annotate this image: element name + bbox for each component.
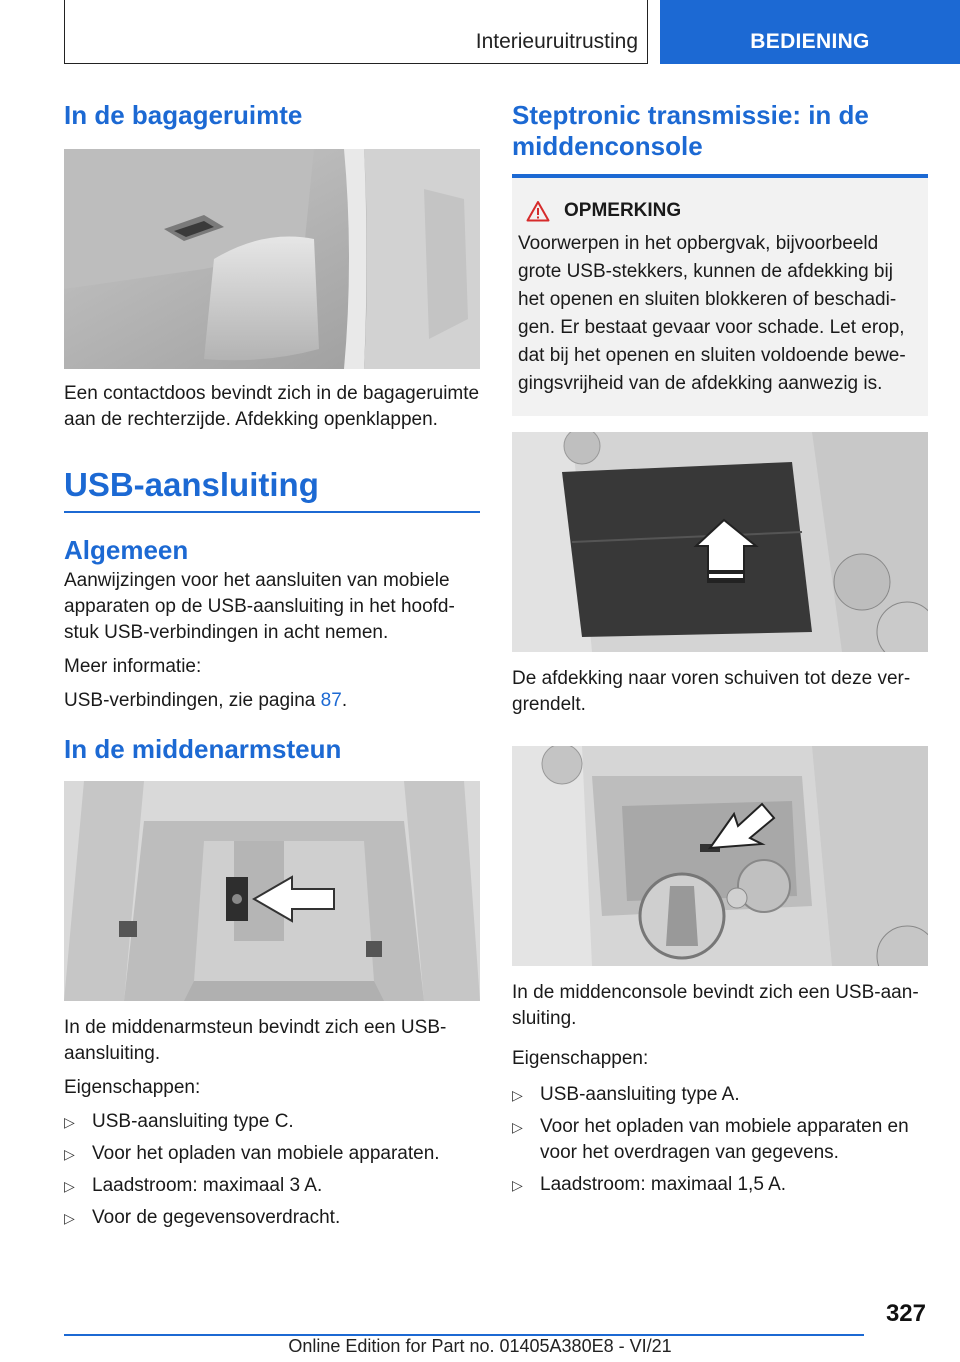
- notice-box: [512, 178, 928, 416]
- triangle-right-outline-icon: ▷: [512, 1177, 523, 1193]
- armrest-props-label: Eigenschappen:: [64, 1077, 201, 1098]
- triangle-right-outline-icon: ▷: [64, 1210, 75, 1226]
- general-description: Aanwijzingen voor het aansluiten van mobiele apparaten op de USB-aansluiting in het hoofdstuk USB-verbindingen in acht nemen.: [64, 570, 455, 643]
- photo-console-cover: [512, 432, 928, 652]
- list-item: ▷ USB-aansluiting type C.: [64, 1109, 480, 1135]
- triangle-right-outline-icon: ▷: [512, 1087, 523, 1103]
- heading-armrest: In de middenarmsteun: [64, 734, 342, 764]
- heading-steptronic: Steptronic transmissie: in de middenconsole: [512, 100, 928, 178]
- notice-title: OPMERKING: [564, 200, 682, 221]
- list-item: ▷ Voor het opladen van mobiele apparaten en voor het overdragen van gegevens.: [512, 1116, 909, 1163]
- reference-text: USB-verbindingen, zie pagina: [64, 690, 321, 711]
- heading-general: Algemeen: [64, 535, 189, 565]
- triangle-right-outline-icon: ▷: [512, 1119, 523, 1135]
- list-item: ▷ Voor de gegevensoverdracht.: [64, 1205, 480, 1231]
- console-props-list: [512, 1082, 928, 1198]
- console-props-label: Eigenschappen:: [512, 1048, 649, 1069]
- console-description: In de middenconsole bevindt zich een USB-aansluiting.: [512, 982, 919, 1029]
- right-column: [512, 100, 928, 1204]
- list-item: ▷ Laadstroom: maximaal 1,5 A.: [512, 1172, 928, 1198]
- page-number: 327: [885, 1300, 926, 1327]
- more-info-label: Meer informatie:: [64, 656, 202, 677]
- armrest-props-list: [64, 1109, 480, 1231]
- slide-description: De afdekking naar voren schuiven tot deze vergrendelt.: [512, 668, 911, 715]
- photo-armrest-usb: [64, 781, 480, 1001]
- reference-end: .: [341, 690, 348, 711]
- left-column: [64, 100, 480, 1237]
- page-link-87[interactable]: 87: [320, 690, 342, 711]
- notice-header: [526, 200, 918, 222]
- photo-console-usb: [512, 746, 928, 966]
- list-item: ▷ Laadstroom: maximaal 3 A.: [64, 1173, 480, 1199]
- notice-text: Voorwerpen in het opbergvak, bijvoorbeeld grote USB-stekkers, kunnen de afdekking bij het openen en sluiten blokkeren of beschadigen. Er bestaat gevaar voor schade. Let erop, dat bij het openen en sluiten voldoende bewegingsvrijheid van de afdekking aanwezig is.: [518, 233, 906, 394]
- warning-triangle-icon: [526, 200, 550, 222]
- footer-edition: Online Edition for Part no. 01405A380E8 - VI/21: [288, 1336, 672, 1356]
- triangle-right-outline-icon: ▷: [64, 1146, 75, 1162]
- heading-usb: USB-aansluiting: [64, 465, 480, 513]
- list-item: ▷ USB-aansluiting type A.: [512, 1082, 928, 1108]
- trunk-description: Een contactdoos bevindt zich in de bagageruimte aan de rechterzijde. Afdekking openklappen.: [64, 383, 480, 430]
- armrest-description: In de middenarmsteun bevindt zich een USB-aansluiting.: [64, 1017, 447, 1064]
- usb-reference: [64, 688, 480, 714]
- photo-trunk-socket: [64, 149, 480, 369]
- list-item: ▷ Voor het opladen van mobiele apparaten.: [64, 1141, 480, 1167]
- heading-trunk: In de bagageruimte: [64, 100, 303, 130]
- header-chapter-tab: [660, 0, 960, 64]
- header-chapter-label: BEDIENING: [750, 30, 870, 53]
- triangle-right-outline-icon: ▷: [64, 1178, 75, 1194]
- triangle-right-outline-icon: ▷: [64, 1114, 75, 1130]
- header-section-title: Interieuruitrusting: [475, 30, 638, 53]
